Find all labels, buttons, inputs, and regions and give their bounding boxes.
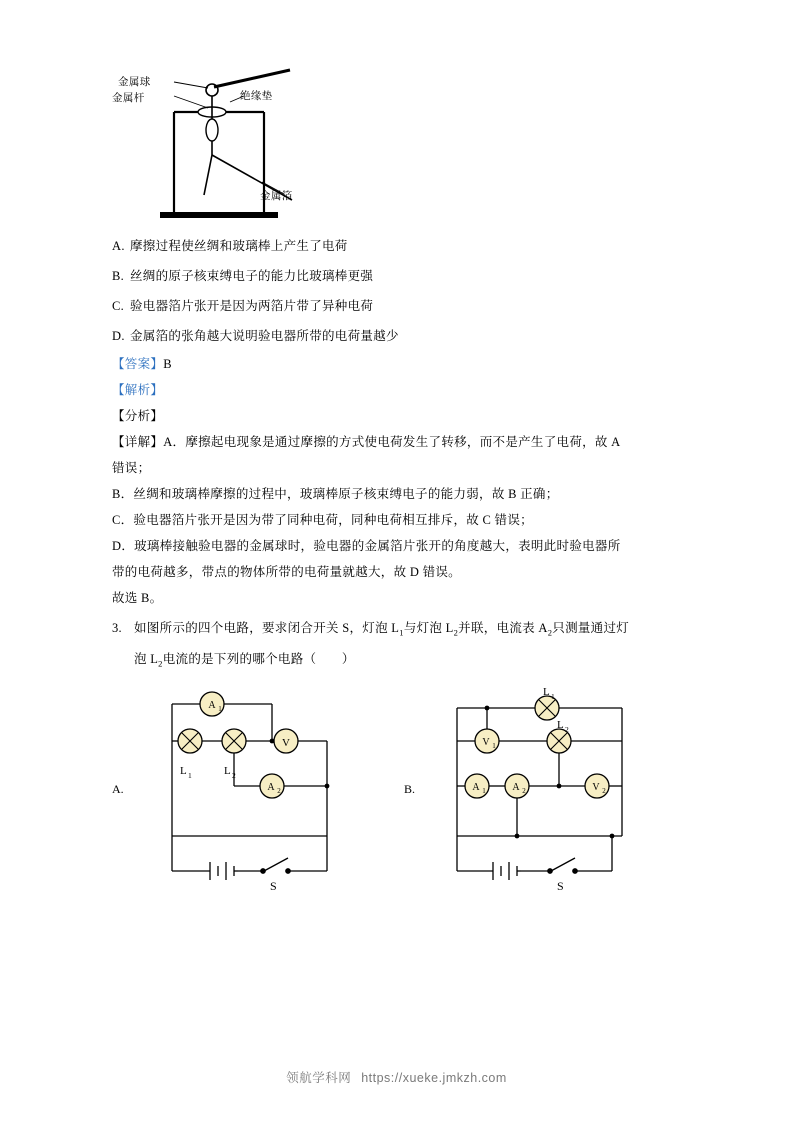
detail-line-1: 【详解】A．摩擦起电现象是通过摩擦的方式使电荷发生了转移，而不是产生了电荷，故 A: [112, 435, 621, 449]
svg-text:L: L: [224, 765, 231, 777]
option-c-text: 验电器箔片张开是因为两箔片带了异种电荷: [130, 299, 374, 313]
svg-text:1: 1: [551, 692, 555, 701]
svg-text:2: 2: [565, 725, 569, 734]
svg-text:L: L: [543, 686, 550, 698]
circuit-b-option-label: B.: [404, 782, 416, 796]
option-d: [112, 321, 682, 351]
svg-text:S: S: [557, 879, 564, 893]
svg-text:V: V: [282, 737, 290, 749]
option-b-text: 丝绸的原子核束缚电子的能力比玻璃棒更强: [130, 269, 374, 283]
answer-line: [112, 351, 682, 377]
svg-text:1: 1: [482, 787, 486, 795]
question-3-sub1: 1: [399, 627, 404, 638]
option-b-mark: B.: [112, 269, 125, 283]
svg-text:2: 2: [232, 771, 236, 780]
circuit-figures: [112, 686, 682, 901]
footer: [0, 1068, 793, 1086]
question-3: [112, 615, 682, 646]
label-metal-rod: 金属杆: [112, 93, 145, 104]
analyze-line: [112, 403, 682, 429]
option-a-text: 摩擦过程使丝绸和玻璃棒上产生了电荷: [130, 239, 348, 253]
svg-text:L: L: [557, 719, 564, 731]
option-d-text: 金属箔的张角越大说明验电器所带的电荷量越少: [130, 329, 399, 343]
detail-line-3: B．丝绸和玻璃棒摩擦的过程中，玻璃棒原子核束缚电子的能力弱，故 B 正确；: [112, 487, 559, 501]
answer-value: B: [163, 357, 172, 371]
option-b: [112, 261, 682, 291]
svg-text:L: L: [180, 765, 187, 777]
question-3-line2-a: 泡 L: [134, 651, 159, 666]
svg-text:V: V: [482, 737, 490, 748]
question-3-line2-b: 电流的是下列的哪个电路（ ）: [162, 651, 355, 666]
detail-line-7: 故选 B。: [112, 591, 163, 605]
detail-line-4: C．验电器箔片张开是因为带了同种电荷，同种电荷相互排斥，故 C 错误；: [112, 513, 533, 527]
label-metal-foil: 金属箔: [260, 191, 293, 202]
label-insulating-pad: 绝缘垫: [240, 91, 273, 102]
detail-line-2: 错误；: [112, 461, 151, 475]
question-3-line2-sub: 2: [158, 658, 163, 668]
circuit-a-drawing: [112, 686, 392, 901]
answer-tag: 【答案】: [112, 357, 164, 371]
analysis-tag: 【解析】: [112, 383, 164, 397]
question-3-line1-a: 如图所示的四个电路，要求闭合开关 S，灯泡 L: [134, 621, 400, 635]
svg-text:A: A: [267, 782, 275, 793]
document-content: [112, 60, 682, 901]
option-c-mark: C.: [112, 299, 125, 313]
analyze-tag: 【分析】: [112, 409, 164, 423]
svg-text:A: A: [472, 782, 480, 793]
svg-text:A: A: [512, 782, 520, 793]
question-3-sub3: 2: [547, 627, 553, 638]
option-a-mark: A.: [112, 239, 125, 253]
question-3-line1-d: 只测量通过灯: [552, 621, 630, 635]
circuit-a-option-label: A.: [112, 782, 124, 796]
question-3-line1-b: 与灯泡 L: [403, 621, 454, 635]
detail-line-5: D．玻璃棒接触验电器的金属球时，验电器的金属箔片张开的角度越大，表明此时验电器所: [112, 539, 621, 553]
svg-text:V: V: [592, 782, 600, 793]
footer-url: https://xueke.jmkzh.com: [361, 1071, 507, 1085]
svg-text:2: 2: [602, 787, 606, 795]
question-3-line2: [112, 646, 682, 677]
svg-text:1: 1: [188, 771, 192, 780]
circuit-b-drawing: [407, 686, 687, 901]
detail-line-6: 带的电荷越多，带点的物体所带的电荷量就越大，故 D 错误。: [112, 565, 461, 579]
electroscope-figure: [112, 60, 682, 225]
svg-text:S: S: [270, 879, 277, 893]
svg-text:1: 1: [218, 705, 222, 713]
svg-text:A: A: [208, 700, 216, 711]
question-3-line1-c: 并联，电流表 A: [458, 621, 548, 635]
label-metal-ball: 金属球: [118, 77, 151, 88]
option-d-mark: D.: [112, 329, 125, 343]
question-3-sub2: 2: [453, 627, 459, 638]
analysis-line: [112, 377, 682, 403]
svg-text:2: 2: [277, 787, 281, 795]
footer-site-name: 领航学科网: [286, 1071, 352, 1085]
svg-text:1: 1: [492, 742, 496, 750]
svg-text:2: 2: [522, 787, 526, 795]
option-c: [112, 291, 682, 321]
option-a: [112, 231, 682, 261]
question-3-number: 3.: [112, 621, 122, 635]
